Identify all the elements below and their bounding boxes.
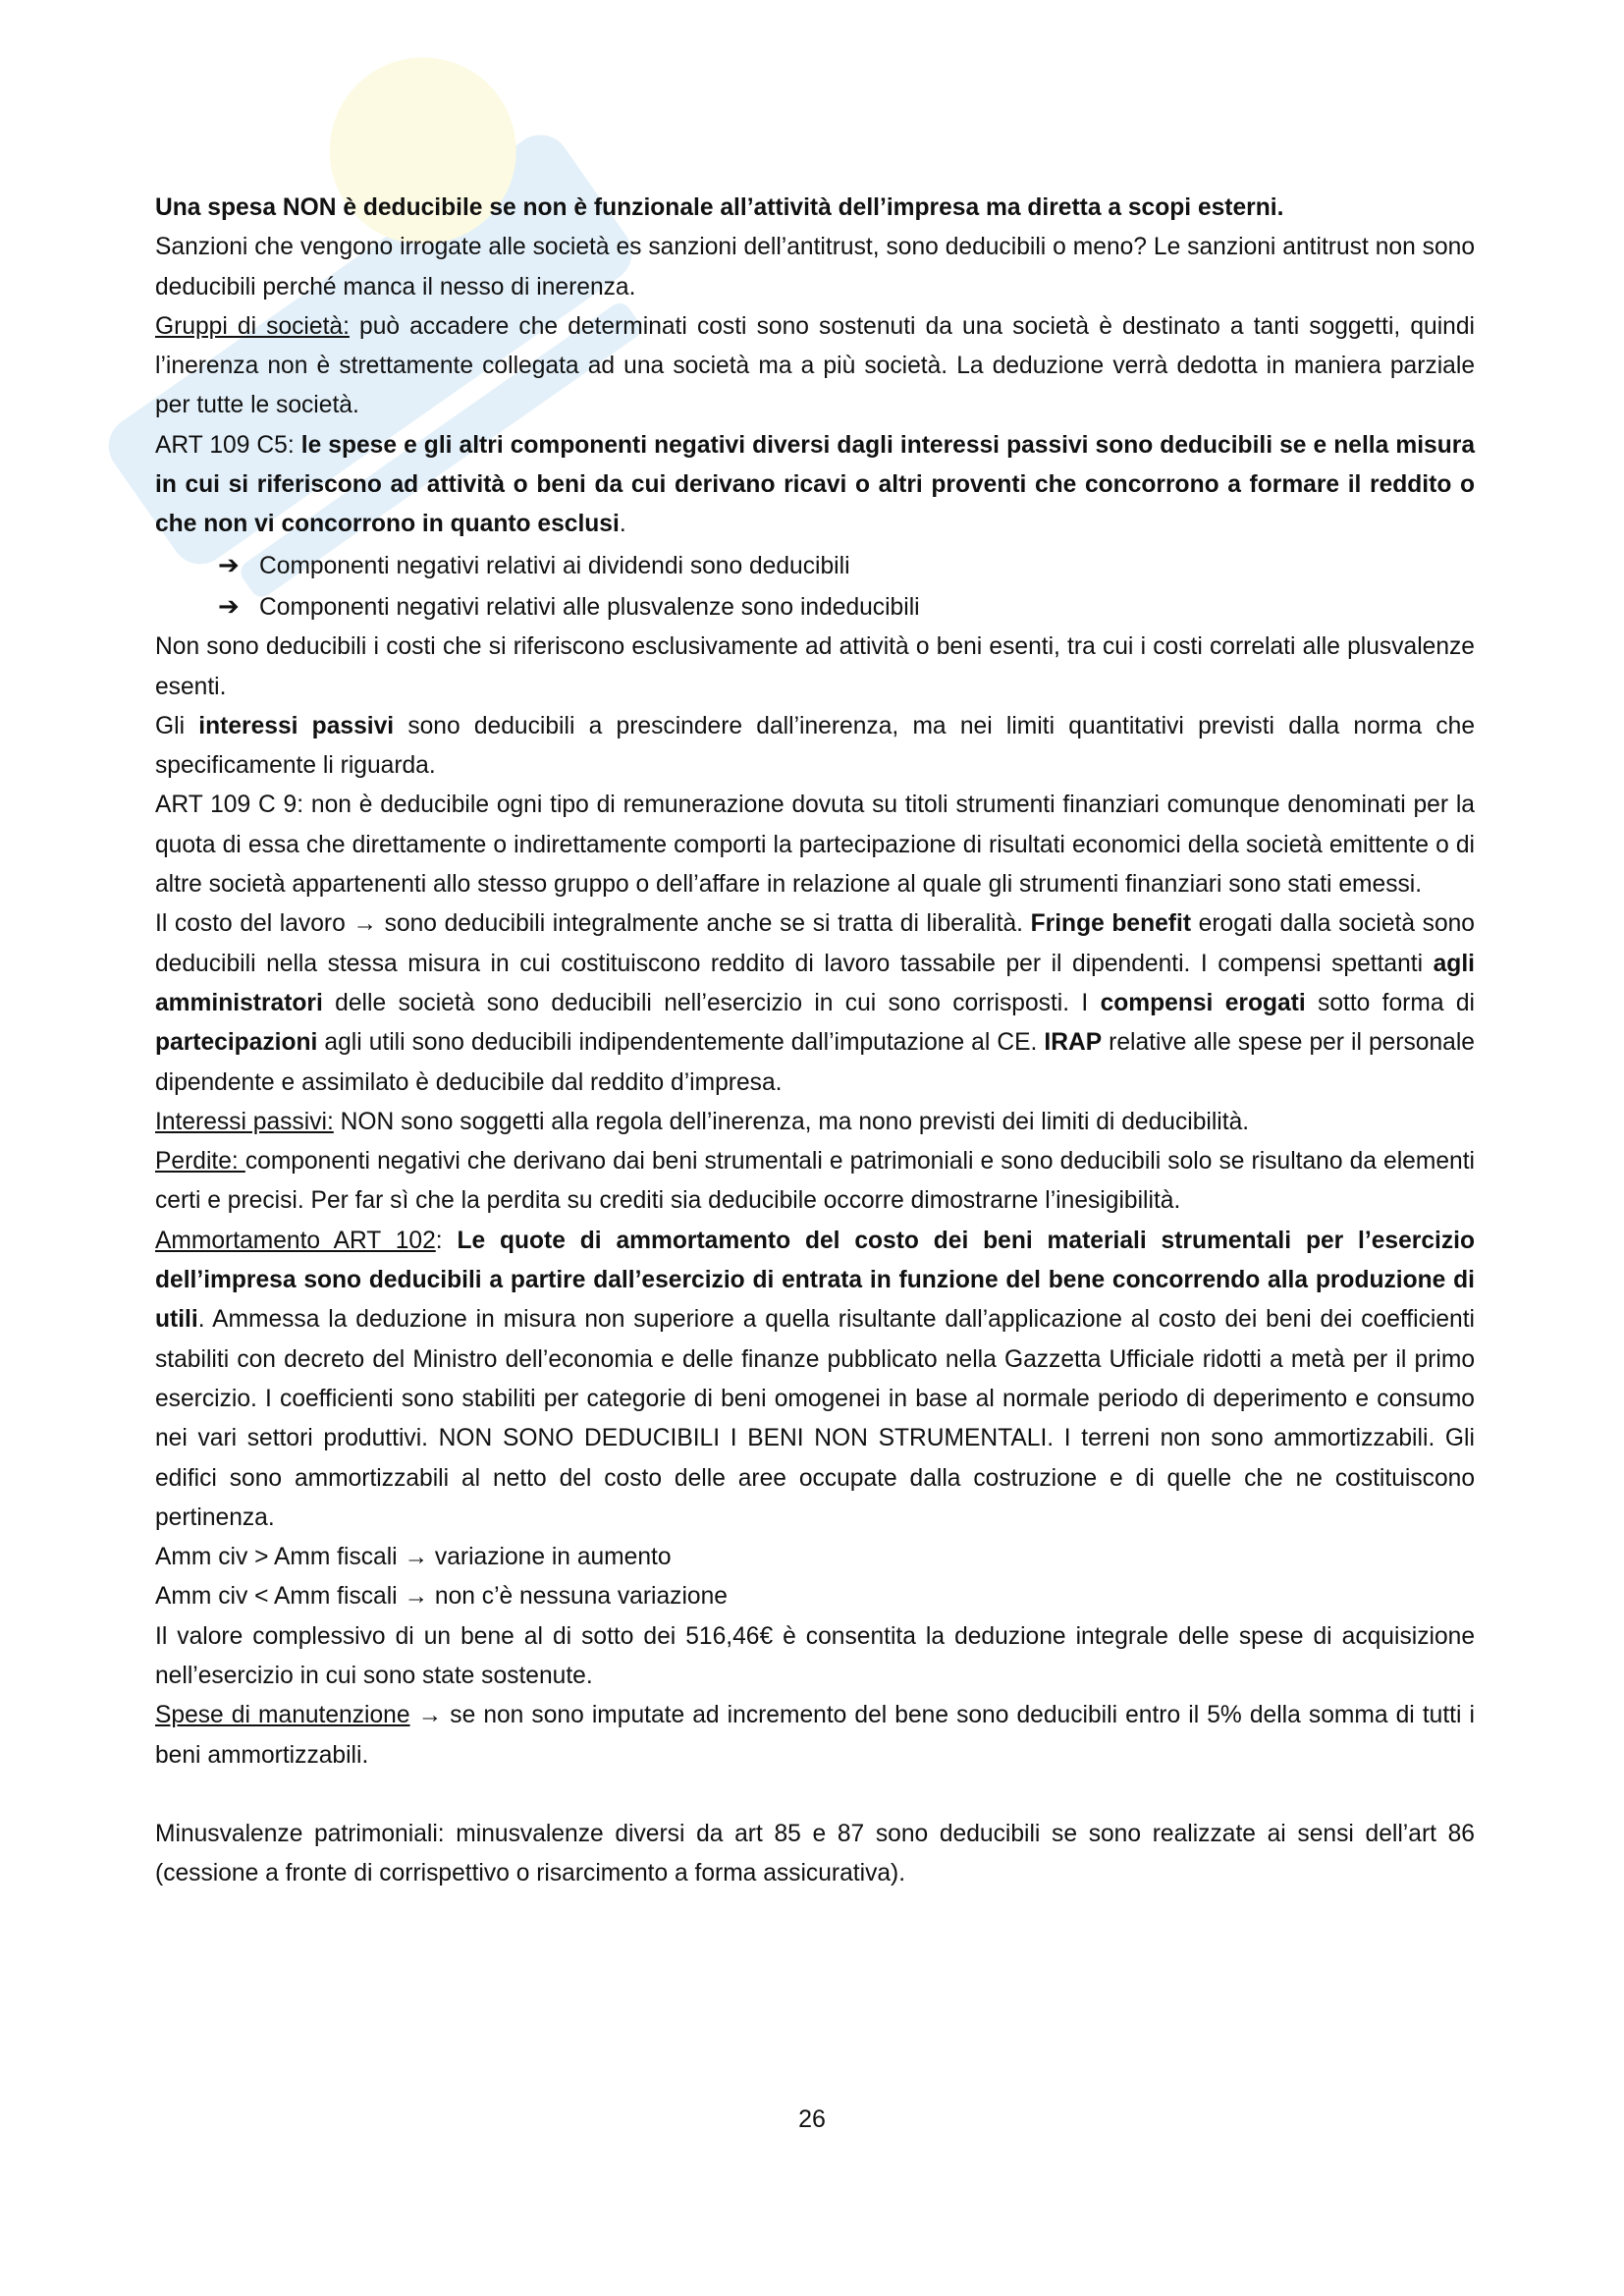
paragraph-art109-c5: ART 109 C5: le spese e gli altri componenti negativi diversi dagli interessi passivi sono deducibili se e nella misura in cui si riferiscono ad attività o beni da cui derivano ricavi o altri proventi che concorrono a formare il reddito o che non vi concorrono in quanto esclusi. [155, 431, 1475, 538]
page-number: 26 [798, 2105, 826, 2133]
line-amm-aumento: Amm civ > Amm fiscali → variazione in aumento [155, 1544, 672, 1571]
line-amm-nessuna: Amm civ < Amm fiscali → non c’è nessuna variazione [155, 1583, 728, 1611]
document-body [155, 189, 1475, 1893]
paragraph-nondeducibile: Una spesa NON è deducibile se non è funzionale all’attività dell’impresa ma diretta a scopi esterni. [155, 194, 1284, 221]
paragraph-costi-esenti: Non sono deducibili i costi che si riferiscono esclusivamente ad attività o beni esenti, tra cui i costi correlati alle plusvalenze esenti. [155, 633, 1475, 700]
paragraph-minusvalenze: Minusvalenze patrimoniali: minusvalenze diversi da art 85 e 87 sono deducibili se sono realizzate ai sensi dell’art 86 (cessione a fronte di corrispettivo o risarcimento a forma assicurativa). [155, 1820, 1475, 1887]
arrow-right-icon: ➔ [218, 590, 240, 621]
paragraph-art109-c9: ART 109 C 9: non è deducibile ogni tipo di remunerazione dovuta su titoli strumenti finanziari comunque denominati per la quota di essa che direttamente o indirettamente comporti la partecipazione di risultati economici della società emittente o di altre società appartenenti allo stesso gruppo o dell’affare in relazione al quale gli strumenti finanziari sono stati emessi. [155, 792, 1475, 899]
bullet-item: ➔ Componenti negativi relativi ai dividendi sono deducibili [155, 545, 1475, 586]
paragraph-gruppi-societa: Gruppi di società: può accadere che determinati costi sono sostenuti da una società è destinato a tanti soggetti, quindi l’inerenza non è strettamente collegata ad una società ma a più società. La deduzione verrà dedotta in maniera parziale per tutte le società. [155, 312, 1475, 419]
paragraph-interessi-passivi-limiti: Interessi passivi: NON sono soggetti alla regola dell’inerenza, ma nono previsti dei limiti di deducibilità. [155, 1108, 1250, 1135]
paragraph-costo-lavoro: Il costo del lavoro → sono deducibili integralmente anche se si tratta di liberalità. Fringe benefit erogati dalla società sono deducibili nella stessa misura in cui costituiscono reddito di lavoro tassabile per il dipendenti. I compensi spettanti agli amministratori delle società sono deducibili nell’esercizio in cui sono corrisposti. I compensi erogati sotto forma di partecipazioni agli utili sono deducibili indipendentemente dall’imputazione al CE. IRAP relative alle spese per il personale dipendente e assimilato è deducibile dal reddito d’impresa. [155, 910, 1475, 1096]
paragraph-manutenzione: Spese di manutenzione → se non sono imputate ad incremento del bene sono deducibili entro il 5% della somma di tutti i beni ammortizzabili. [155, 1702, 1475, 1769]
paragraph-sanzioni: Sanzioni che vengono irrogate alle società es sanzioni dell’antitrust, sono deducibili o meno? Le sanzioni antitrust non sono deducibili perché manca il nesso di inerenza. [155, 234, 1475, 301]
paragraph-perdite: Perdite: componenti negativi che derivano dai beni strumentali e patrimoniali e sono deducibili solo se risultano da elementi certi e precisi. Per far sì che la perdita su crediti sia deducibile occorre dimostrarne l’inesigibilità. [155, 1148, 1475, 1215]
paragraph-interessi-passivi: Gli interessi passivi sono deducibili a prescindere dall’inerenza, ma nei limiti quantitativi previsti dalla norma che specificamente li riguarda. [155, 712, 1476, 780]
paragraph-ammortamento: Ammortamento ART 102: Le quote di ammortamento del costo dei beni materiali strumentali per l’esercizio dell’impresa sono deducibili a partire dall’esercizio di entrata in funzione del bene concorrendo alla produzione di utili. Ammessa la deduzione in misura non superiore a quella risultante dall’applicazione al costo dei beni dei coefficienti stabiliti con decreto del Ministro dell’economia e delle finanze pubblicato nella Gazzetta Ufficiale ridotti a metà per il primo esercizio. I coefficienti sono stabiliti per categorie di beni omogenei in base al normale periodo di deperimento e consumo nei vari settori produttivi. NON SONO DEDUCIBILI I BENI NON STRUMENTALI. I terreni non sono ammortizzabili. Gli edifici sono ammortizzabili al netto del costo delle aree occupate dalla costruzione e di quelle che ne costituiscono pertinenza. [155, 1227, 1475, 1531]
arrow-right-icon: ➔ [218, 549, 240, 579]
spacer [155, 1776, 1475, 1815]
paragraph-valore-bene: Il valore complessivo di un bene al di sotto dei 516,46€ è consentita la deduzione integrale delle spese di acquisizione nell’esercizio in cui sono state sostenute. [155, 1622, 1475, 1689]
bullet-item: ➔ Componenti negativi relativi alle plusvalenze sono indeducibili [155, 586, 1475, 628]
